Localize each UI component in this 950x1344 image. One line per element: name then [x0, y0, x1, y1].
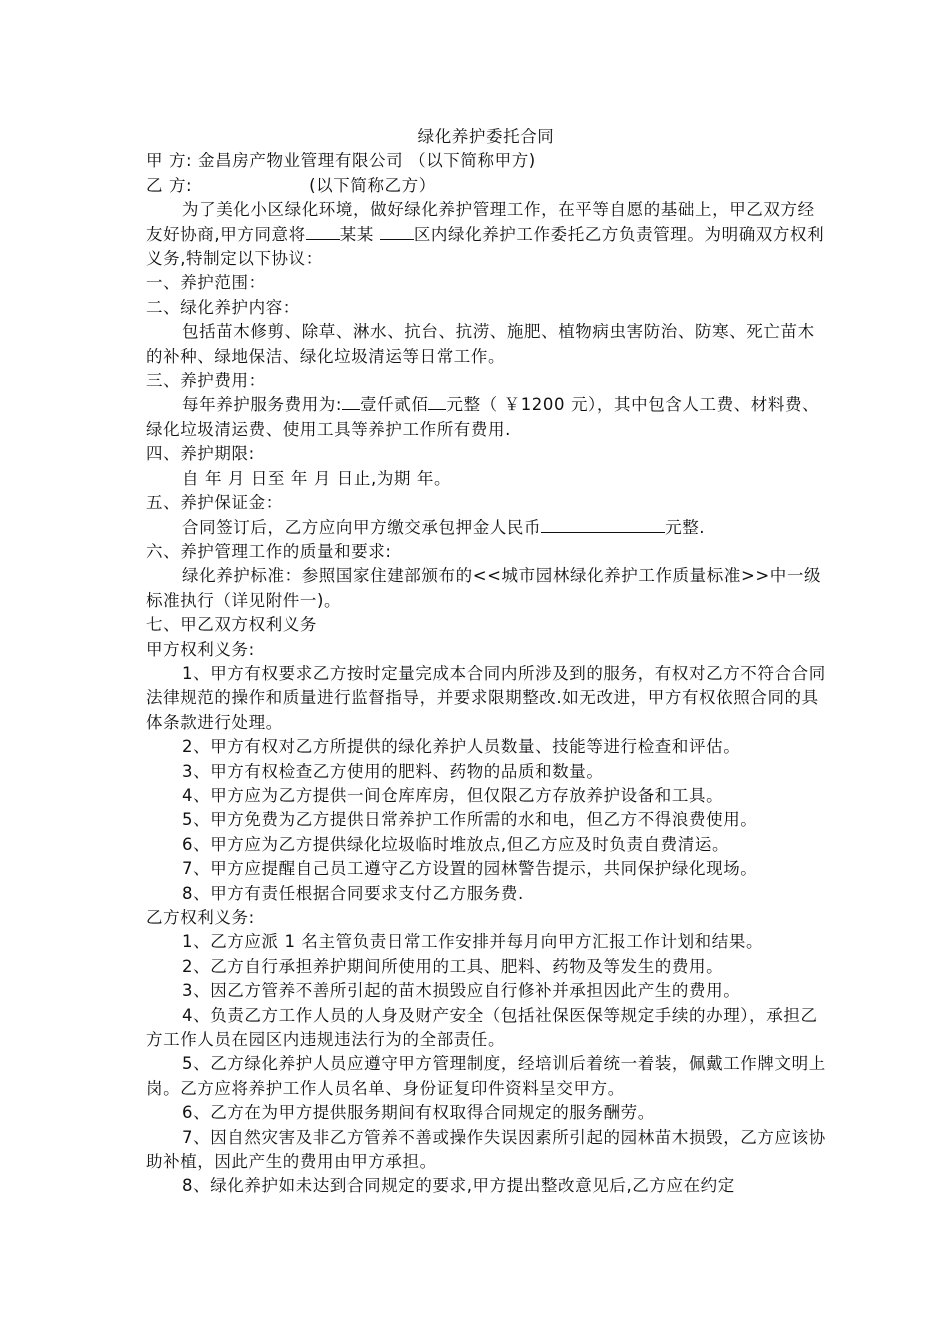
party-b-duty-item: 8、绿化养护如未达到合同规定的要求,甲方提出整改意见后,乙方应在约定: [182, 1176, 735, 1196]
deposit-text-a: 合同签订后，乙方应向甲方缴交承包押金人民币: [182, 517, 542, 537]
party-a-duty-item: 4、甲方应为乙方提供一间仓库库房，但仅限乙方存放养护设备和工具。: [182, 785, 724, 805]
party-a-duty-item: 7、甲方应提醒自己员工遵守乙方设置的园林警告提示，共同保护绿化现场。: [182, 859, 758, 879]
blank-underline: [428, 395, 446, 410]
section-5-body: [146, 516, 826, 540]
section-3-body: [146, 393, 826, 442]
section-4-body: 自 年 月 日至 年 月 日止,为期 年。: [182, 468, 452, 488]
party-a-duty-item: 1、甲方有权要求乙方按时定量完成本合同内所涉及到的服务，有权对乙方不符合合同法律规范的操作和质量进行监督指导，并要求限期整改.如无改进，甲方有权依照合同的具体条款进行处理。: [146, 663, 826, 732]
party-a-duty-item: 3、甲方有权检查乙方使用的肥料、药物的品质和数量。: [182, 761, 604, 781]
section-5-heading: 五、养护保证金：: [146, 493, 283, 513]
party-b-line: 乙 方: (以下简称乙方）: [146, 175, 436, 195]
intro-estate-name: 某某: [339, 224, 374, 244]
section-6-heading: 六、养护管理工作的质量和要求:: [146, 541, 392, 561]
section-6-body: 绿化养护标准：参照国家住建部颁布的<<城市园林绿化养护工作质量标准>>中一级标准执行（详见附件一)。: [146, 566, 822, 610]
contract-page: [146, 125, 826, 1199]
party-a-duty-item: 8、甲方有责任根据合同要求支付乙方服务费.: [182, 883, 524, 903]
section-1-heading: 一、养护范围：: [146, 273, 266, 293]
intro-paragraph: [146, 198, 826, 271]
document-title: 绿化养护委托合同: [417, 127, 555, 146]
blank-underline: [380, 225, 414, 240]
blank-underline: [541, 518, 665, 533]
party-b-duty-item: 3、因乙方管养不善所引起的苗木损毁应自行修补并承担因此产生的费用。: [182, 981, 741, 1001]
party-a-duty-item: 5、甲方免费为乙方提供日常养护工作所需的水和电，但乙方不得浪费使用。: [182, 810, 758, 830]
party-b-duty-item: 6、乙方在为甲方提供服务期间有权取得合同规定的服务酬劳。: [182, 1103, 655, 1123]
party-b-duty-item: 7、因自然灾害及非乙方管养不善或操作失误因素所引起的园林苗木损毁，乙方应该协助补植，因此产生的费用由甲方承担。: [146, 1127, 826, 1172]
section-7-heading: 七、甲乙双方权利义务: [146, 615, 317, 635]
party-b-duties-heading: 乙方权利义务:: [146, 908, 255, 927]
section-2-body: 包括苗木修剪、除草、淋水、抗台、抗涝、施肥、植物病虫害防治、防寒、死亡苗木的补种、绿地保洁、绿化垃圾清运等日常工作。: [146, 322, 815, 366]
blank-underline: [306, 225, 340, 240]
section-2-heading: 二、绿化养护内容：: [146, 297, 300, 317]
fee-text-a: 每年养护服务费用为:: [182, 395, 343, 415]
intro-text-1: 为了美化小区绿化环境，做好绿化养护管理工作，在平等自愿的基础上，甲乙双方经友好协商,甲方同意将: [146, 200, 815, 244]
party-a-duty-item: 6、甲方应为乙方提供绿化垃圾临时堆放点,但乙方应及时负责自费清运。: [182, 834, 730, 854]
party-a-line: 甲 方: 金昌房产物业管理有限公司 （以下简称甲方): [146, 151, 536, 171]
party-b-duty-item: 5、乙方绿化养护人员应遵守甲方管理制度，经培训后着统一着装，佩戴工作牌文明上岗。乙方应将养护工作人员名单、身份证复印件资料呈交甲方。: [146, 1054, 826, 1098]
fee-amount-words: 壹仟贰佰: [360, 395, 429, 415]
blank-underline: [342, 395, 360, 410]
section-3-heading: 三、养护费用：: [146, 371, 266, 391]
party-b-duty-item: 4、负责乙方工作人员的人身及财产安全（包括社保医保等规定手续的办理），承担乙方工作人员在园区内违规违法行为的全部责任。: [146, 1005, 818, 1050]
party-a-duties-heading: 甲方权利义务:: [146, 639, 255, 659]
party-b-duty-item: 2、乙方自行承担养护期间所使用的工具、肥料、药物及等发生的费用。: [182, 956, 724, 976]
intro-text-2: 区内绿化养护工作委托乙方负责管理。为明确双方权利义务,特制定以下协议：: [146, 224, 825, 269]
fee-text-b: 元整（ ￥1200 元），其中包含人工费、材料费、绿化垃圾清运费、使用工具等养护工作所有费用.: [146, 395, 820, 439]
party-a-duty-item: 2、甲方有权对乙方所提供的绿化养护人员数量、技能等进行检查和评估。: [182, 737, 741, 757]
party-b-duty-item: 1、乙方应派 1 名主管负责日常工作安排并每月向甲方汇报工作计划和结果。: [182, 932, 764, 952]
section-4-heading: 四、养护期限:: [146, 444, 255, 464]
deposit-text-b: 元整.: [665, 517, 706, 537]
